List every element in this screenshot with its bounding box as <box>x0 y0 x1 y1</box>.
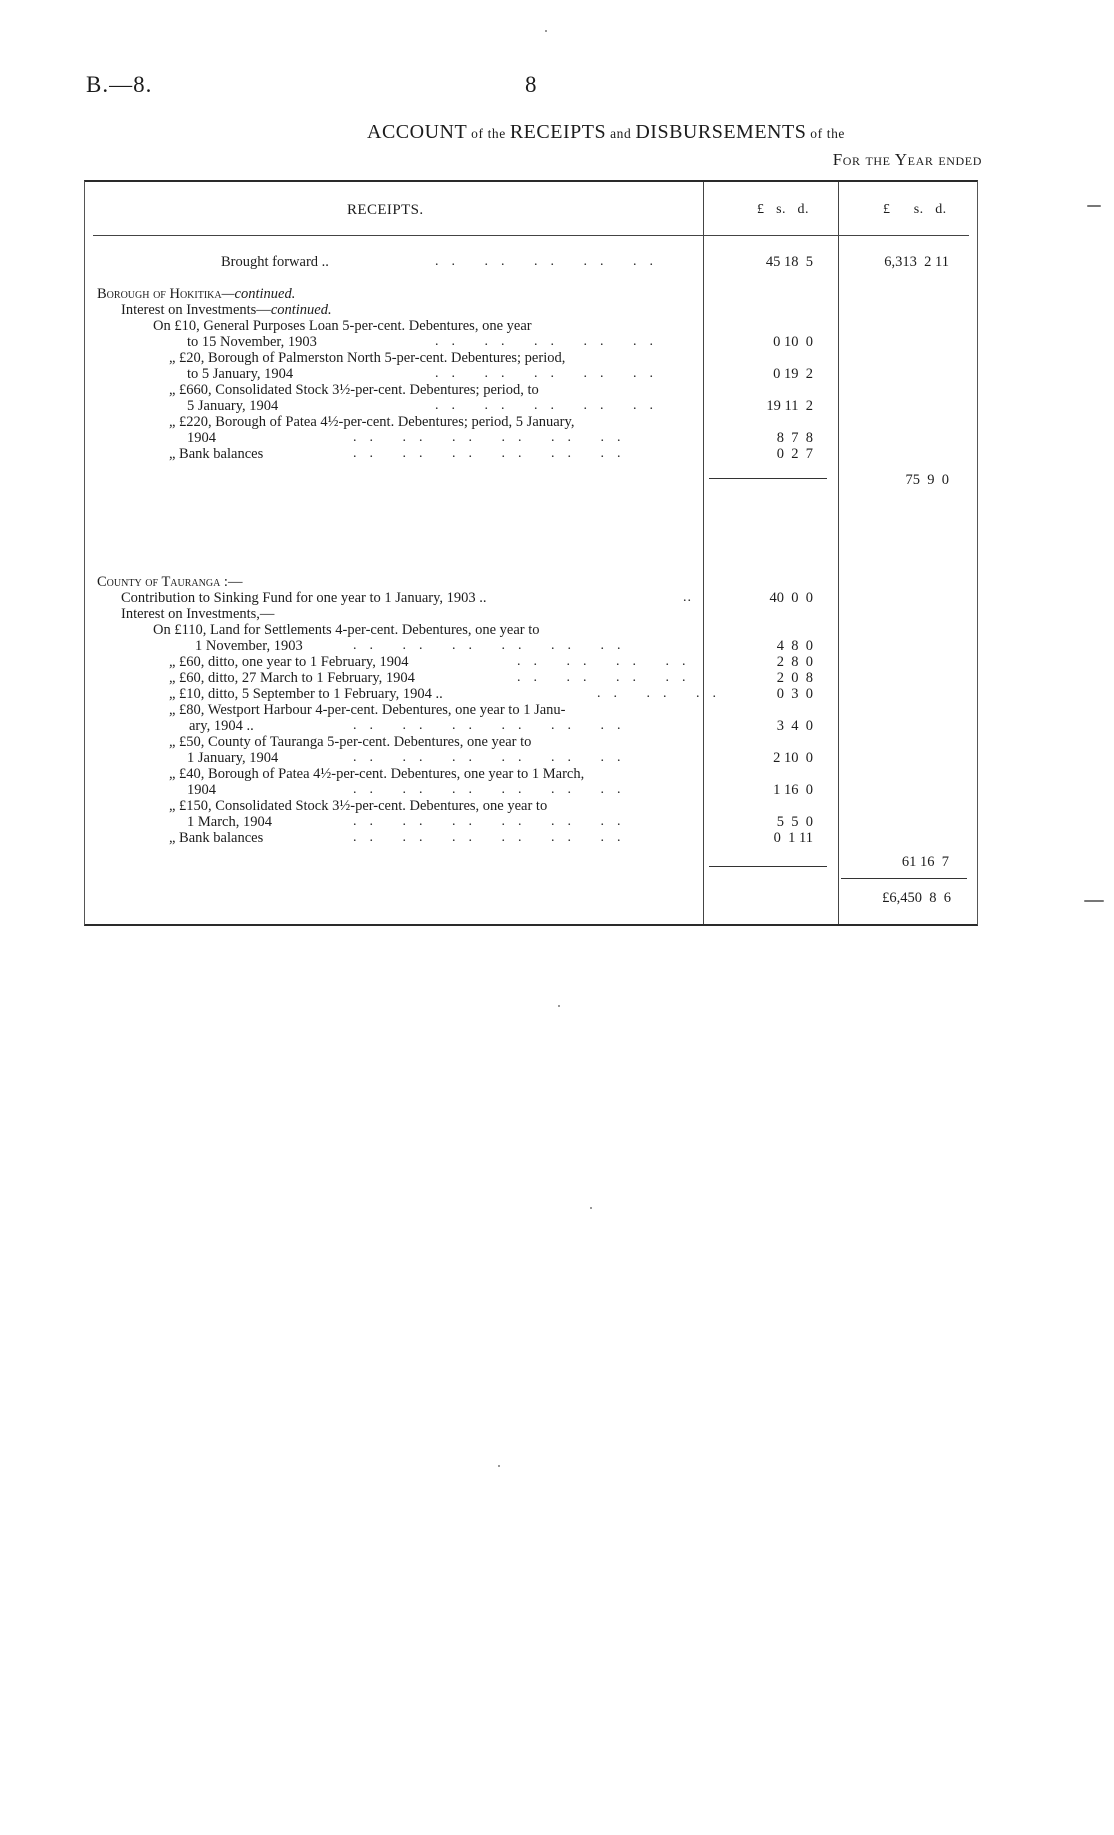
tauranga-interest-heading: Interest on Investments,— <box>121 606 275 622</box>
hokitika-subtotal-rule <box>709 478 827 479</box>
hokitika-item-1-line1: On £10, General Purposes Loan 5-per-cent. Debentures, one year <box>153 318 532 334</box>
hokitika-item-2-amount: 0 19 2 <box>773 366 813 382</box>
leader-dots: .. .. .. .. .. .. <box>353 782 634 797</box>
hokitika-item-3-amount: 19 11 2 <box>766 398 813 414</box>
tauranga-item-6-line2: 1 January, 1904 <box>187 750 279 766</box>
leader-dots: .. .. .. .. .. <box>435 334 666 349</box>
scan-mark <box>1084 900 1104 902</box>
hokitika-bank-balances-amount: 0 2 7 <box>776 446 813 462</box>
scan-mark <box>1087 205 1101 207</box>
scan-speck <box>498 1465 500 1467</box>
tauranga-item-6-amount: 2 10 0 <box>773 750 813 766</box>
tauranga-item-6-line1: „ £50, County of Tauranga 5-per-cent. Debentures, one year to <box>169 734 532 750</box>
hokitika-heading-continued: —continued. <box>221 286 296 302</box>
tauranga-heading-name: County of Tauranga <box>97 574 221 590</box>
hokitika-heading-name: Borough of Hokitika <box>97 286 222 302</box>
title-word-of-the-2: of the <box>806 126 846 141</box>
hokitika-item-1-line2: to 15 November, 1903 <box>187 334 317 350</box>
grand-total-rule <box>841 878 967 879</box>
tauranga-contribution-label: Contribution to Sinking Fund for one year to 1 January, 1903 .. <box>121 590 487 606</box>
hokitika-interest-heading <box>121 302 332 318</box>
tauranga-item-2-line1: „ £60, ditto, one year to 1 February, 1904 <box>169 654 409 670</box>
hokitika-item-4-line2: 1904 <box>187 430 216 446</box>
tauranga-item-4-line1: „ £10, ditto, 5 September to 1 February, 1904 .. <box>169 686 443 702</box>
hokitika-item-3-line1: „ £660, Consolidated Stock 3½-per-cent. Debentures; period, to <box>169 382 539 398</box>
hokitika-item-1-amount: 0 10 0 <box>773 334 813 350</box>
tauranga-item-8-line2: 1 March, 1904 <box>187 814 272 830</box>
amount-column-header-2: £ s. d. <box>883 202 947 217</box>
column-divider-2 <box>838 182 839 924</box>
leader-dots: .. .. .. .. <box>517 654 699 669</box>
tauranga-item-7-amount: 1 16 0 <box>773 782 813 798</box>
tauranga-item-8-amount: 5 5 0 <box>776 814 813 830</box>
tauranga-item-7-line2: 1904 <box>187 782 216 798</box>
leader-dots: .. .. .. .. .. .. <box>353 446 634 461</box>
tauranga-contribution-amount: 40 0 0 <box>769 590 813 606</box>
hokitika-interest-label: Interest on Investments— <box>121 302 271 318</box>
header-rule <box>93 235 969 236</box>
tauranga-item-8-line1: „ £150, Consolidated Stock 3½-per-cent. Debentures, one year to <box>169 798 548 814</box>
title-word-disbursements: DISBURSEMENTS <box>635 121 807 143</box>
leader-dots: .. .. .. .. .. .. <box>353 830 634 845</box>
title-word-account: ACCOUNT <box>367 121 468 143</box>
scan-speck <box>590 1207 592 1209</box>
hokitika-item-2-line2: to 5 January, 1904 <box>187 366 294 382</box>
title-word-and: and <box>606 126 636 141</box>
tauranga-subtotal-rule <box>709 866 827 867</box>
amount-column-header-1: £ s. d. <box>757 202 809 217</box>
hokitika-interest-continued: continued. <box>270 302 332 318</box>
tauranga-heading-tail: :— <box>223 574 243 590</box>
tauranga-heading <box>97 574 242 590</box>
tauranga-item-1-line1: On £110, Land for Settlements 4-per-cent. Debentures, one year to <box>153 622 540 638</box>
brought-forward-label: Brought forward .. <box>221 254 329 270</box>
tauranga-total: 61 16 7 <box>901 854 949 870</box>
leader-dots: .. .. .. .. .. .. <box>353 718 634 733</box>
account-title <box>367 121 845 144</box>
brought-forward-amount-1: 45 18 5 <box>765 254 813 270</box>
hokitika-item-2-line1: „ £20, Borough of Palmerston North 5-per-cent. Debentures; period, <box>169 350 566 366</box>
hokitika-total: 75 9 0 <box>905 472 949 488</box>
leader-dots: .. .. .. .. .. .. <box>353 750 634 765</box>
scan-speck <box>558 1005 560 1007</box>
leader-dots: .. .. .. .. .. .. <box>353 638 634 653</box>
tauranga-item-3-amount: 2 0 8 <box>776 670 813 686</box>
hokitika-item-3-line2: 5 January, 1904 <box>187 398 279 414</box>
leader-dots: .. .. .. .. .. .. <box>353 430 634 445</box>
tauranga-item-3-line1: „ £60, ditto, 27 March to 1 February, 1904 <box>169 670 415 686</box>
leader-dots: .. .. .. .. <box>517 670 699 685</box>
tauranga-item-7-line1: „ £40, Borough of Patea 4½-per-cent. Debentures, one year to 1 March, <box>169 766 585 782</box>
brought-forward-amount-2: 6,313 2 11 <box>884 254 949 270</box>
tauranga-bank-balances-label: „ Bank balances <box>169 830 264 846</box>
scan-speck <box>545 30 547 32</box>
tauranga-item-2-amount: 2 8 0 <box>776 654 813 670</box>
tauranga-item-4-amount: 0 3 0 <box>776 686 813 702</box>
receipts-column-header: RECEIPTS. <box>347 202 424 218</box>
title-word-receipts: RECEIPTS <box>509 121 607 143</box>
title-word-of-the: of the <box>467 126 510 141</box>
tauranga-item-1-line2: 1 November, 1903 <box>195 638 303 654</box>
hokitika-item-4-amount: 8 7 8 <box>776 430 813 446</box>
hokitika-bank-balances-label: „ Bank balances <box>169 446 264 462</box>
leader-dots: .. .. .. .. .. <box>435 366 666 381</box>
account-subtitle: For the Year ended <box>832 150 982 169</box>
grand-total: £6,450 8 6 <box>882 890 951 906</box>
tauranga-bank-balances-amount: 0 1 11 <box>773 830 813 846</box>
hokitika-heading <box>97 286 295 302</box>
leader-dots: .. .. .. .. .. <box>435 398 666 413</box>
tauranga-item-5-amount: 3 4 0 <box>776 718 813 734</box>
leader-dots: .. .. .. <box>597 686 729 701</box>
column-divider-1 <box>703 182 704 924</box>
page-number: 8 <box>525 72 537 97</box>
tauranga-item-1-amount: 4 8 0 <box>776 638 813 654</box>
leader-dots: .. <box>683 590 692 605</box>
hokitika-item-4-line1: „ £220, Borough of Patea 4½-per-cent. Debentures; period, 5 January, <box>169 414 575 430</box>
leader-dots: .. .. .. .. .. <box>435 254 666 269</box>
tauranga-item-5-line2: ary, 1904 .. <box>189 718 254 734</box>
receipts-table <box>84 180 978 926</box>
tauranga-item-5-line1: „ £80, Westport Harbour 4-per-cent. Debentures, one year to 1 Janu- <box>169 702 566 718</box>
leader-dots: .. .. .. .. .. .. <box>353 814 634 829</box>
document-reference: B.—8. <box>86 72 153 97</box>
